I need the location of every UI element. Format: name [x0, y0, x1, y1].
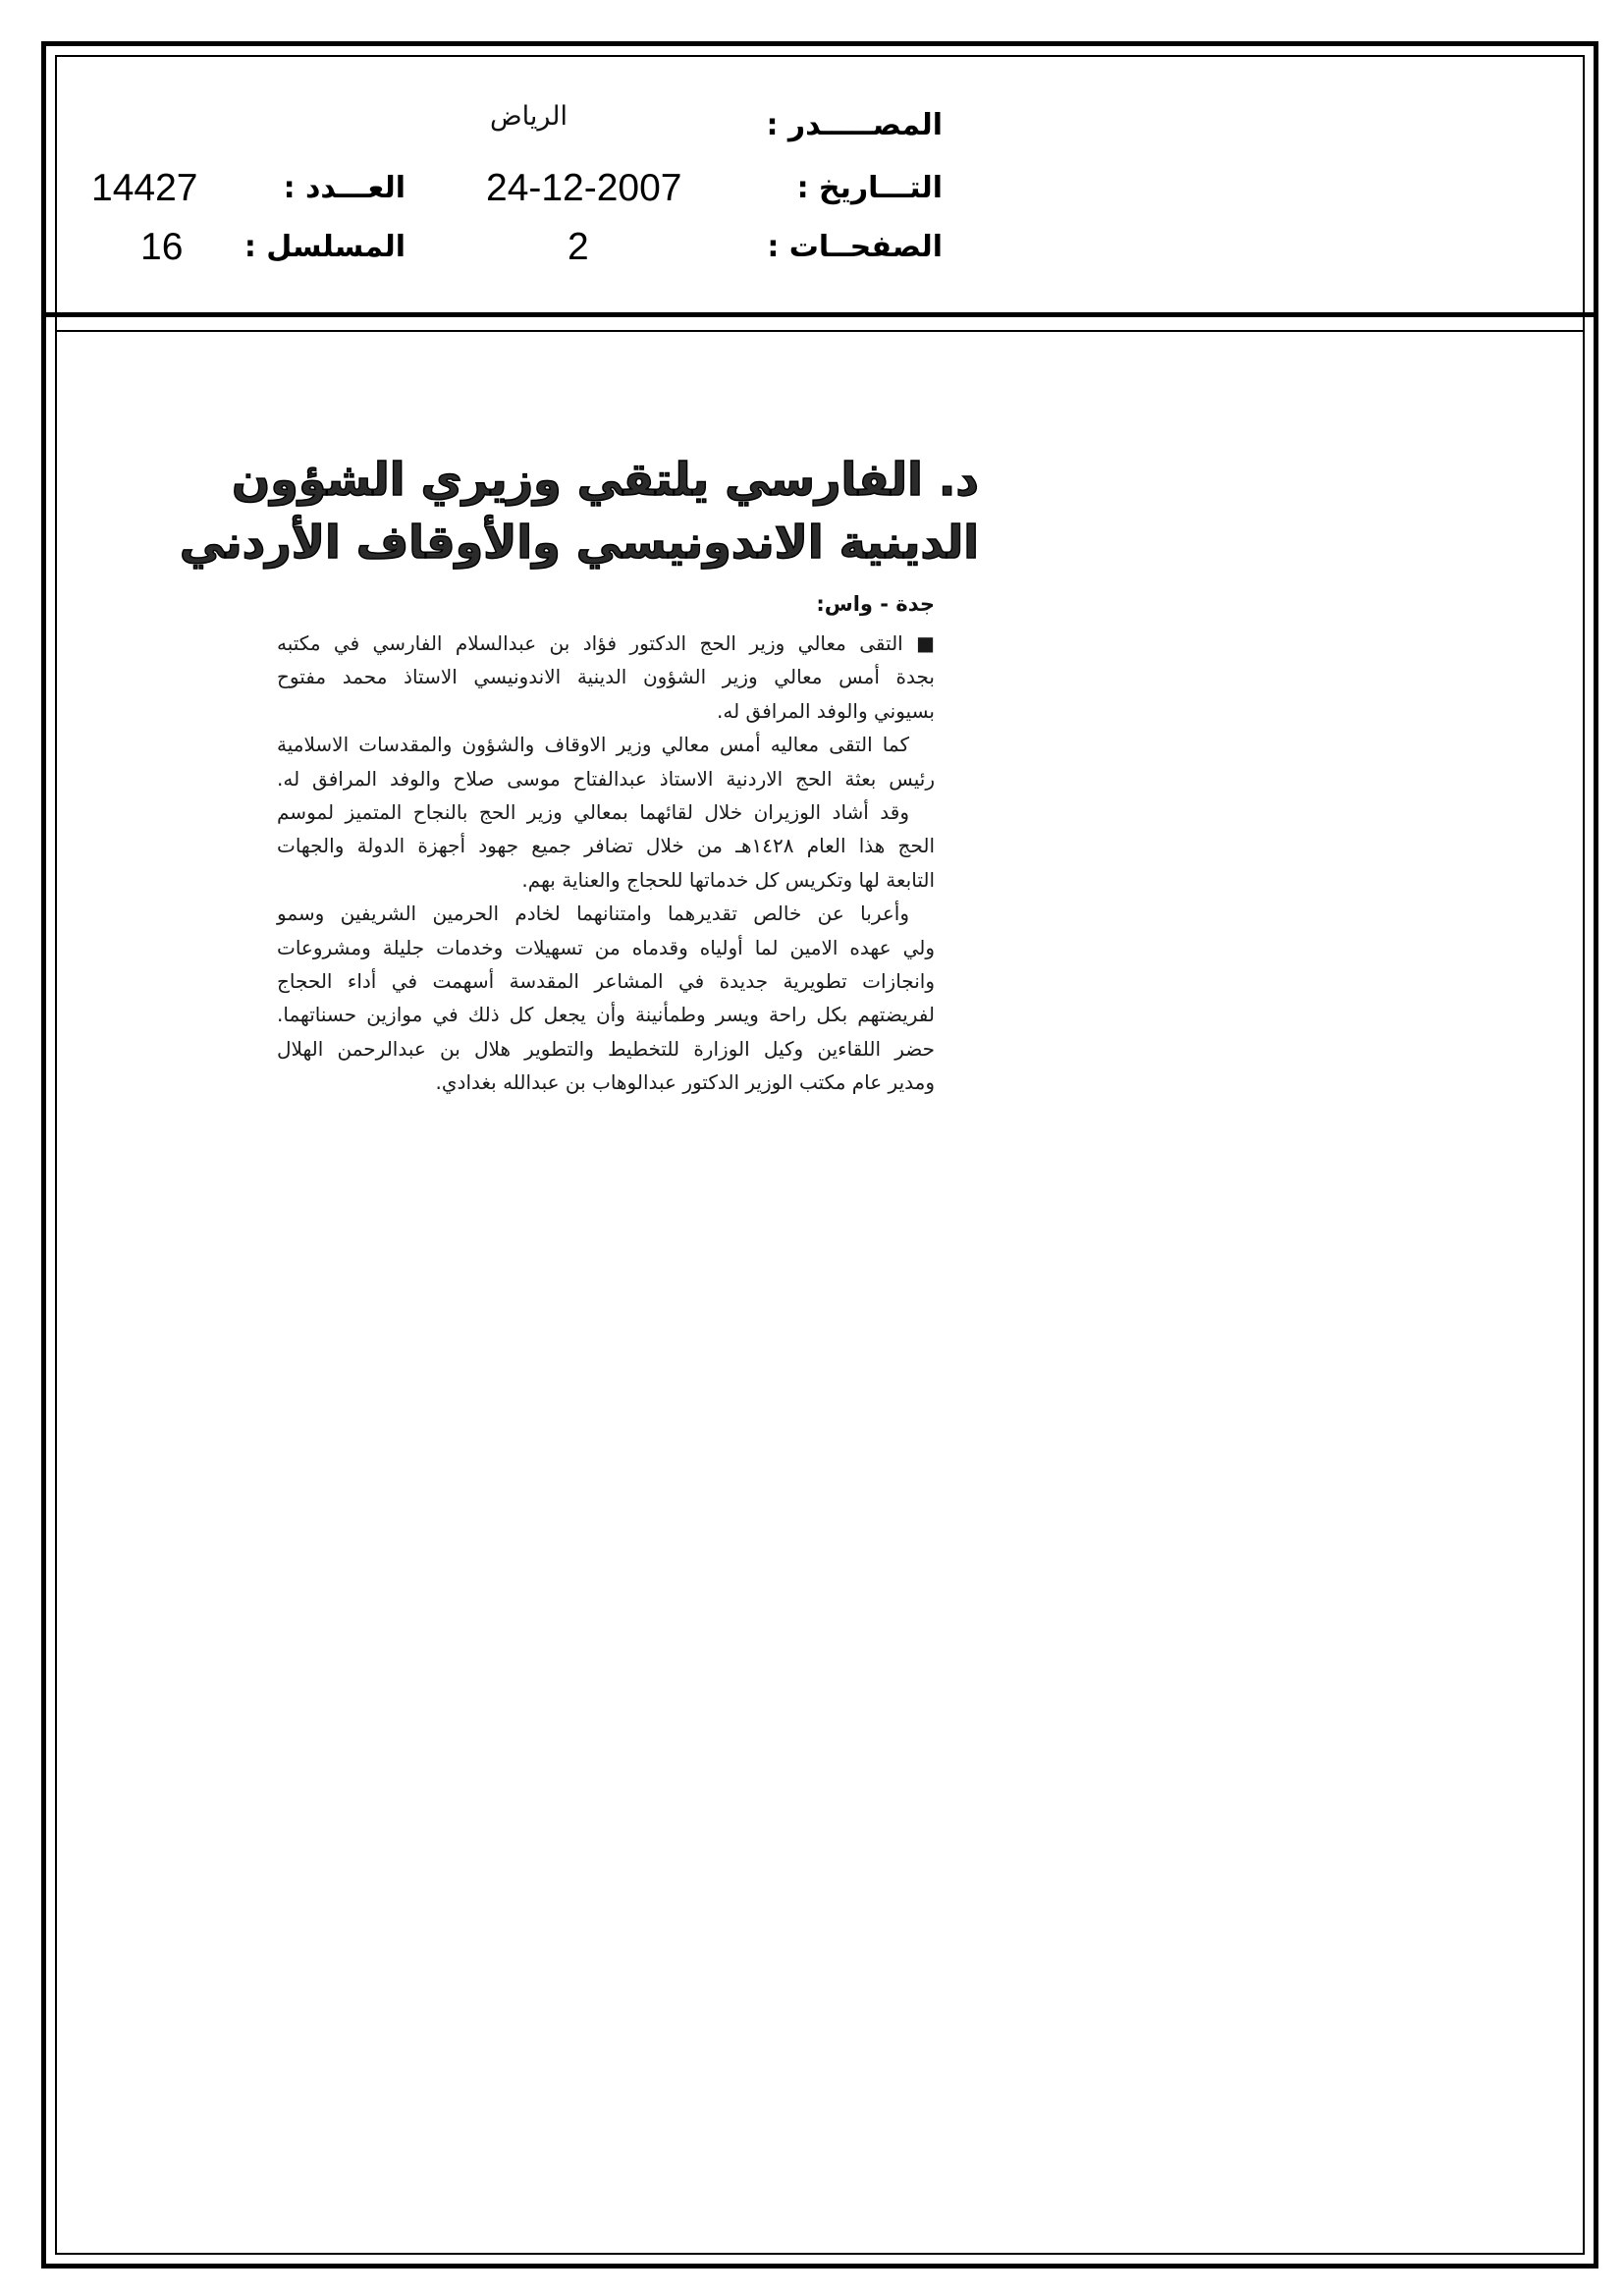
issue-label: العـــدد : — [283, 171, 406, 205]
body-line: الحج هذا العام ١٤٢٨هـ من خلال تضافر جميع جهود أجهزة الدولة والجهات — [277, 834, 936, 858]
inner-frame — [55, 55, 1585, 2255]
body-line: وانجازات تطويرية جديدة في المشاعر المقدسة أسهمت في أداء الحجاج — [277, 968, 935, 993]
pages-label: الصفحــات : — [767, 230, 943, 264]
date-label: التـــاريخ : — [796, 171, 943, 205]
body-line: ■ التقى معالي وزير الحج الدكتور فؤاد بن عبدالسلام الفارسي في مكتبه — [277, 631, 935, 655]
body-line: بجدة أمس معالي وزير الشؤون الدينية الاندونيسي الاستاذ محمد مفتوح — [277, 665, 935, 689]
source-label: المصـــــدر : — [766, 108, 943, 142]
serial-label: المسلسل : — [243, 230, 406, 264]
article-dateline: جدة - واس: — [816, 592, 935, 616]
article-body — [277, 627, 935, 1099]
article-headline — [179, 448, 979, 574]
header-separator-thick — [41, 312, 1598, 317]
body-line: وقد أشاد الوزيران خلال لقائهما بمعالي وزير الحج بالنجاح المتميز لموسم — [277, 799, 909, 824]
source-value: الرياض — [489, 101, 568, 132]
body-line: وأعربا عن خالص تقديرهما وامتنانهما لخادم الحرمين الشريفين وسمو — [277, 902, 909, 926]
body-line: لفريضتهم بكل راحة ويسر وطمأنينة وأن يجعل كل ذلك في موازين حسناتهما. — [277, 1003, 935, 1027]
headline-line: د. الفارسي يلتقي وزيري الشؤون — [232, 453, 979, 506]
body-line: بسيوني والوفد المرافق له. — [716, 698, 935, 723]
body-line: حضر اللقاءين وكيل الوزارة للتخطيط والتطوير هلال بن عبدالرحمن الهلال — [277, 1036, 935, 1061]
body-line: كما التقى معاليه أمس معالي وزير الاوقاف والشؤون والمقدسات الاسلامية — [277, 733, 909, 757]
serial-value: 16 — [140, 226, 184, 268]
body-line: التابعة لها وتكريس كل خدماتها للحجاج والعناية بهم. — [521, 867, 935, 892]
date-value: 24-12-2007 — [486, 167, 682, 209]
body-line: ولي عهده الامين لما أولياه وقدماه من تسهيلات وخدمات جليلة ومشروعات — [277, 935, 935, 959]
pages-value: 2 — [568, 226, 589, 268]
headline-line: الدينية الاندونيسي والأوقاف الأردني — [179, 516, 979, 569]
body-line: ومدير عام مكتب الوزير الدكتور عبدالوهاب بن عبدالله بغدادي. — [435, 1070, 935, 1095]
header-separator-thin — [55, 330, 1585, 332]
body-line: رئيس بعثة الحج الاردنية الاستاذ عبدالفتاح موسى صلاح والوفد المرافق له. — [277, 766, 935, 791]
issue-value: 14427 — [91, 167, 198, 209]
